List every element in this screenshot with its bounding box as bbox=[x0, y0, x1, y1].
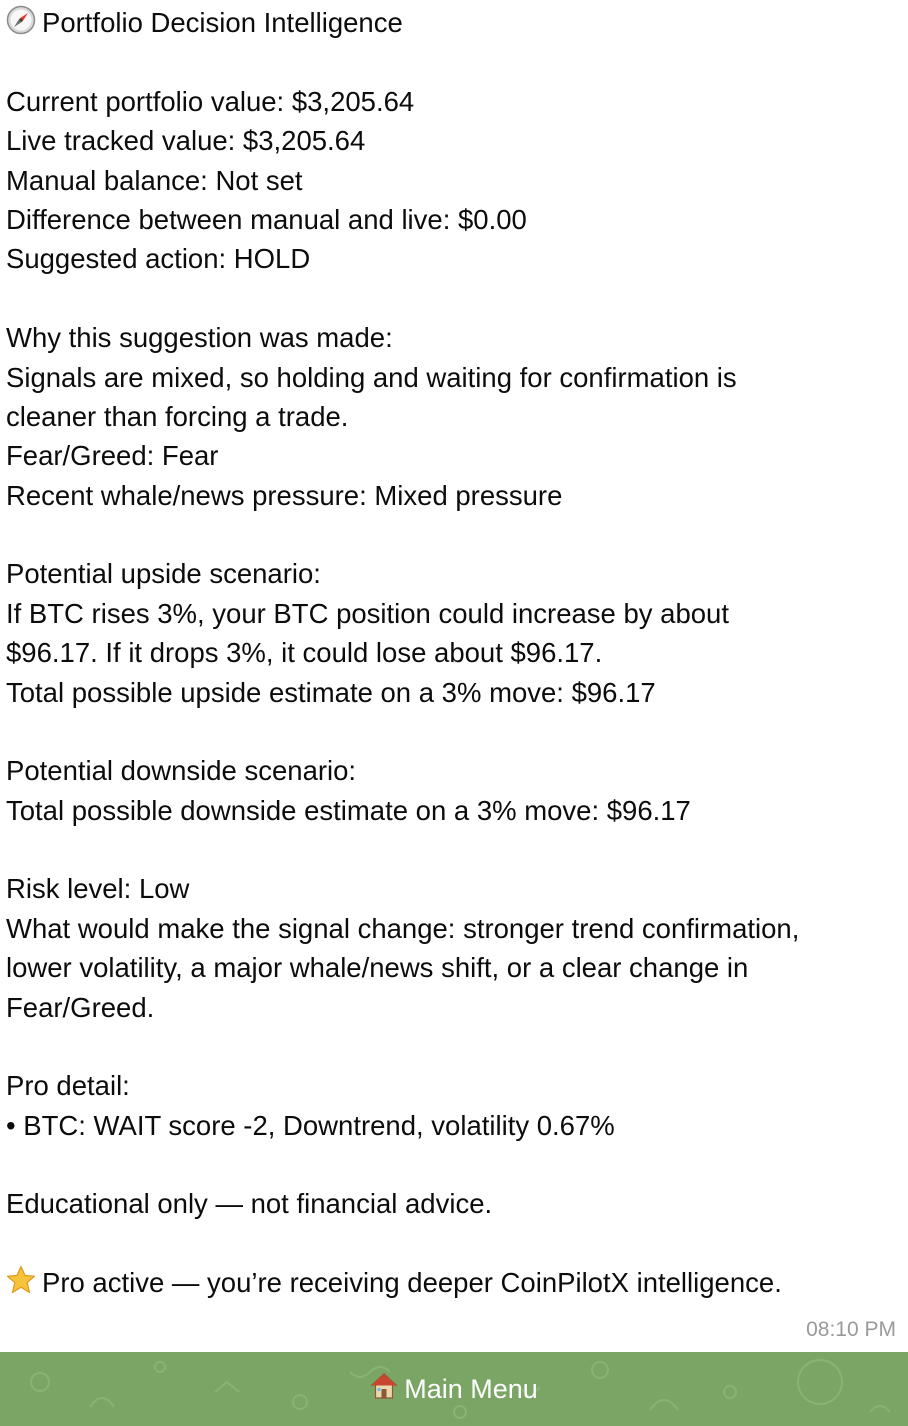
downside-estimate-line: Total possible downside estimate on a 3% move: $96.17 bbox=[6, 795, 691, 826]
pro-detail-heading: Pro detail: bbox=[6, 1070, 130, 1101]
disclaimer-line: Educational only — not financial advice. bbox=[6, 1188, 493, 1219]
main-menu-label: Main Menu bbox=[404, 1373, 538, 1404]
whale-news-line: Recent whale/news pressure: Mixed pressure bbox=[6, 480, 563, 511]
signal-change-line-1: What would make the signal change: stronger trend confirmation, bbox=[6, 913, 800, 944]
portfolio-value-line: Current portfolio value: $3,205.64 bbox=[6, 86, 415, 117]
compass-icon bbox=[6, 5, 36, 45]
upside-text-line-2: $96.17. If it drops 3%, it could lose about $96.17. bbox=[6, 637, 603, 668]
why-text-line-1: Signals are mixed, so holding and waiting for confirmation is bbox=[6, 362, 737, 393]
difference-line: Difference between manual and live: $0.00 bbox=[6, 204, 527, 235]
upside-heading: Potential upside scenario: bbox=[6, 558, 321, 589]
pro-status-text: Pro active — you’re receiving deeper CoinPilotX intelligence. bbox=[42, 1267, 782, 1298]
signal-change-line-3: Fear/Greed. bbox=[6, 992, 155, 1023]
message-title: Portfolio Decision Intelligence bbox=[42, 7, 403, 38]
upside-text-line-1: If BTC rises 3%, your BTC position could increase by about bbox=[6, 598, 729, 629]
pro-detail-item: • BTC: WAIT score -2, Downtrend, volatility 0.67% bbox=[6, 1110, 615, 1141]
star-icon bbox=[6, 1265, 36, 1305]
why-heading: Why this suggestion was made: bbox=[6, 322, 393, 353]
risk-level-line: Risk level: Low bbox=[6, 873, 190, 904]
keyboard-bar bbox=[0, 1352, 908, 1426]
signal-change-line-2: lower volatility, a major whale/news shift, or a clear change in bbox=[6, 952, 749, 983]
live-value-line: Live tracked value: $3,205.64 bbox=[6, 125, 366, 156]
downside-heading: Potential downside scenario: bbox=[6, 755, 357, 786]
why-text-line-2: cleaner than forcing a trade. bbox=[6, 401, 349, 432]
house-icon bbox=[370, 1372, 398, 1407]
message-title-row bbox=[6, 3, 403, 42]
pro-status-row bbox=[6, 1263, 782, 1302]
fear-greed-line: Fear/Greed: Fear bbox=[6, 440, 219, 471]
message-timestamp: 08:10 PM bbox=[806, 1318, 896, 1341]
main-menu-button[interactable] bbox=[0, 1352, 908, 1426]
manual-balance-line: Manual balance: Not set bbox=[6, 165, 303, 196]
suggested-action-line: Suggested action: HOLD bbox=[6, 243, 311, 274]
upside-estimate-line: Total possible upside estimate on a 3% move: $96.17 bbox=[6, 677, 656, 708]
